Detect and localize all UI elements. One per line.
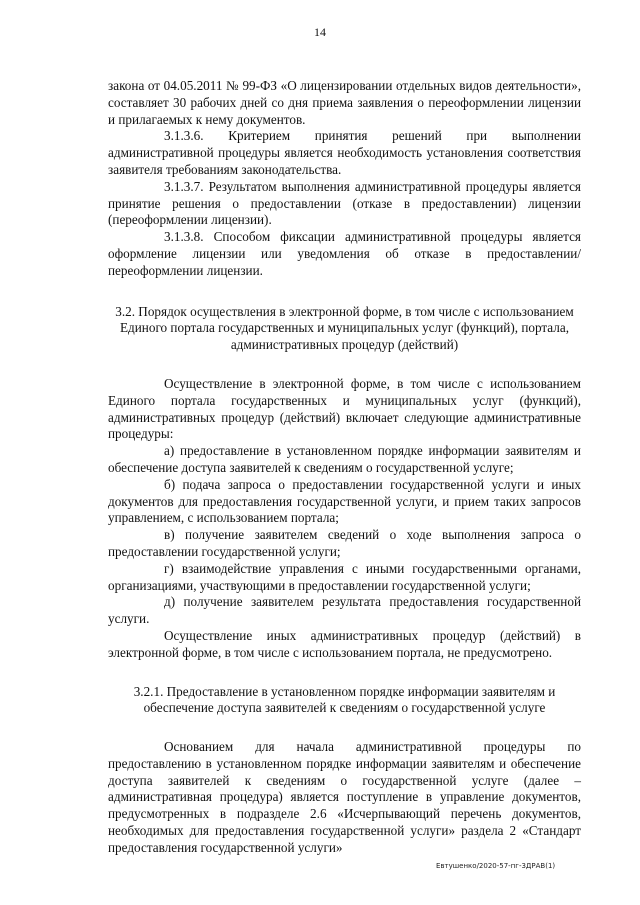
page-number: 14 <box>314 25 326 39</box>
document-code: Евтушенко/2020-57-пг-3ДРАВ(1) <box>436 862 556 870</box>
paragraph-3-1-3-7: 3.1.3.7. Результатом выполнения административной процедуры является принятие решения о предоставлении (отказе в предоставлении) лицензии (переоформлении лицензии). <box>108 178 581 228</box>
paragraph-3-2-other: Осуществление иных административных процедур (действий) в электронной форме, в том числе с использованием портала, не предусмотрено. <box>108 627 581 660</box>
section-heading-3-2-1: 3.2.1. Предоставление в установленном порядке информации заявителям и обеспечение доступа заявителей к сведениям о государственной услуге <box>133 683 556 716</box>
paragraph-continuation: закона от 04.05.2011 № 99-ФЗ «О лицензировании отдельных видов деятельности», составляет 30 рабочих дней со дня приема заявления о переоформлении лицензии и прилагаемых к нему документов. <box>108 78 581 127</box>
list-item-a: а) предоставление в установленном порядке информации заявителям и обеспечение доступа заявителей к сведениям о государственной услуге; <box>108 443 581 475</box>
paragraph-3-2-intro: Осуществление в электронной форме, в том числе с использованием Единого портала государственных и муниципальных услуг (функций), административных процедур (действий) включает следующие административные процедуры: <box>108 375 581 442</box>
paragraph-3-1-3-6: 3.1.3.6. Критерием принятия решений при выполнении административной процедуры является необходимость установления соответствия заявителя требованиям законодательства. <box>108 128 581 177</box>
list-item-d: д) получение заявителем результата предоставления государственной услуги. <box>108 594 581 627</box>
paragraph-3-2-1-basis: Основанием для начала административной процедуры по предоставлению в установленном порядке информации заявителям и обеспечение доступа заявителей к сведениям о государственной услуге (далее – административная процедура) является поступление в управление документов, предусмотренных в подразделе 2.6 «Исчерпывающий перечень документов, необходимых для предоставления государственной услуги» раздела 2 «Стандарт предоставления государственной услуги» <box>108 739 581 855</box>
list-item-g: г) взаимодействие управления с иными государственными органами, организациями, участвующими в предоставлении государственной услуги; <box>108 560 581 593</box>
section-heading-3-2: 3.2. Порядок осуществления в электронной форме, в том числе с использованием Единого портала государственных и муниципальных услуг (функций), портала, административных процедур (действий) <box>115 303 574 353</box>
document-body <box>108 78 581 857</box>
paragraph-3-1-3-8: 3.1.3.8. Способом фиксации административной процедуры является оформление лицензии или уведомления об отказе в предоставлении/переоформлении лицензии. <box>108 229 581 278</box>
list-item-b: б) подача запроса о предоставлении государственной услуги и иных документов для предоставления государственной услуги, и прием таких запросов управлением, с использованием портала; <box>108 476 581 526</box>
list-item-v: в) получение заявителем сведений о ходе выполнения запроса о предоставлении государственной услуги; <box>108 527 581 559</box>
